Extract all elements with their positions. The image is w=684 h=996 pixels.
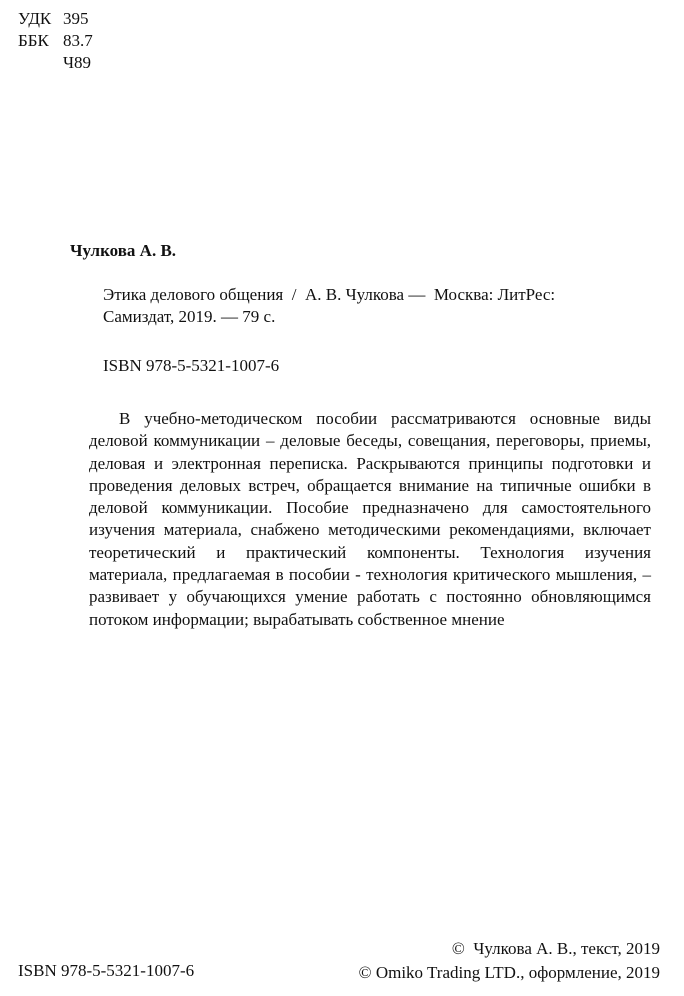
copyright-text-line: © Чулкова А. В., текст, 2019 <box>451 939 660 958</box>
bbk-value: 83.7 <box>63 31 93 50</box>
abstract-paragraph: В учебно-методическом пособии рассматриваются основные виды деловой коммуникации – деловые беседы, совещания, переговоры, приемы, деловая и электронная переписка. Раскрываются принципы подготовки и проведения деловых встреч, обращается внимание на типичные ошибки в деловой коммуникации. Пособие предназначено для самостоятельного изучения материала, снабжено методическими рекомендациями, включает теоретический и практический компоненты. Технология изучения материала, предлагаемая в пособии - технология критического мышления, – развивает у обучающихся умение работать с постоянно обновляющимся потоком информации; вырабатывать собственное мнение <box>89 409 651 629</box>
author-heading: Чулкова А. В. <box>70 241 177 260</box>
udk-label: УДК <box>18 9 52 28</box>
bbk-code <box>18 30 93 52</box>
bbk-label: ББК <box>18 31 49 50</box>
classification-codes <box>18 8 93 74</box>
author-sign-code <box>18 52 93 74</box>
copyright-block <box>359 937 660 985</box>
bibliographic-line-2: Самиздат, 2019. — 79 с. <box>103 307 276 326</box>
udk-value: 395 <box>63 9 89 28</box>
isbn-top: ISBN 978-5-5321-1007-6 <box>103 356 280 375</box>
author-sign-value: Ч89 <box>63 53 92 72</box>
isbn-bottom: ISBN 978-5-5321-1007-6 <box>18 961 195 980</box>
bibliographic-line-1: Этика делового общения / А. В. Чулкова — Москва: ЛитРес: <box>103 285 556 304</box>
udk-code <box>18 8 93 30</box>
author-sign-label <box>18 52 63 74</box>
copyright-design-line: © Omiko Trading LTD., оформление, 2019 <box>358 963 660 982</box>
bibliographic-description <box>103 284 623 328</box>
